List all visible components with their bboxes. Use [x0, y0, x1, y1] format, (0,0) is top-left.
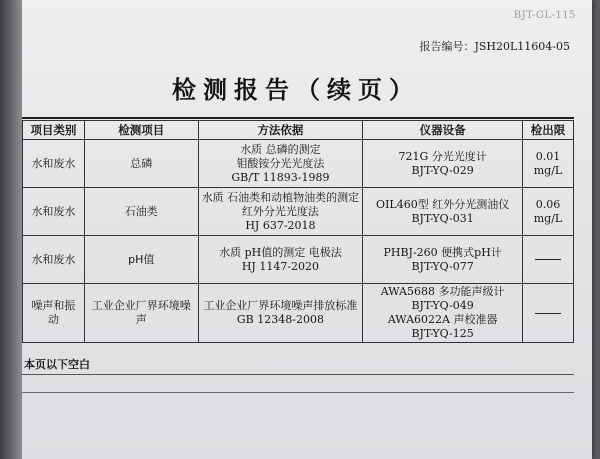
cell-method [198, 284, 363, 343]
table-row [23, 236, 574, 284]
cell-limit [523, 236, 574, 284]
cell-category: 水和废水 [23, 188, 85, 236]
cell-method [198, 188, 363, 236]
report-number-value: JSH20L11604-05 [474, 40, 570, 53]
report-number [419, 38, 570, 54]
cell-item: 总磷 [84, 140, 198, 188]
cell-equipment [363, 140, 523, 188]
equipment-line: BJT-YQ-125 [411, 327, 474, 340]
header-category: 项目类别 [23, 121, 85, 140]
blank-below-note: 本页以下空白 [24, 358, 90, 371]
method-line: 红外分光光度法 [241, 204, 319, 218]
limit-value: 0.06 [535, 197, 561, 211]
limit-unit: mg/L [533, 211, 563, 225]
report-number-label: 报告编号： [419, 40, 475, 53]
equipment-line: AWA6022A 声校准器 [387, 313, 498, 326]
method-line: HJ 1147-2020 [241, 259, 320, 273]
cell-limit [523, 188, 574, 236]
no-limit-dash [535, 313, 561, 314]
cell-method [198, 140, 363, 188]
cell-equipment [363, 284, 523, 343]
cell-category: 噪声和振动 [23, 284, 85, 343]
cell-item: 石油类 [84, 188, 198, 236]
table-row [23, 284, 574, 343]
binder-edge [0, 0, 22, 459]
method-line: 工业企业厂界环境噪声排放标准 [203, 299, 358, 312]
limit-unit: mg/L [533, 163, 563, 177]
method-line: GB/T 11893-1989 [231, 170, 330, 184]
equipment-line: PHBJ-260 便携式pH计 [383, 245, 502, 259]
cell-category: 水和废水 [23, 140, 85, 188]
cell-equipment [363, 188, 523, 236]
equipment-line: OIL460型 红外分光测油仪 [376, 197, 510, 211]
page-title: 检测报告（续页） [172, 76, 420, 104]
header-equipment: 仪器设备 [363, 121, 523, 140]
method-line: 水质 pH值的测定 电极法 [219, 245, 342, 259]
divider-line [22, 392, 574, 393]
header-item: 检测项目 [84, 121, 198, 140]
equipment-line: BJT-YQ-077 [411, 259, 474, 273]
limit-value: 0.01 [535, 149, 561, 163]
method-line: HJ 637-2018 [245, 218, 316, 232]
equipment-line: BJT-YQ-029 [411, 163, 474, 177]
equipment-line: 721G 分光光度计 [398, 149, 487, 163]
cell-limit [523, 140, 574, 188]
test-items-table [22, 120, 574, 343]
no-limit-dash [535, 259, 561, 260]
cell-limit [523, 284, 574, 343]
table-row [23, 188, 574, 236]
divider-line [22, 374, 574, 375]
header-limit: 检出限 [523, 121, 574, 140]
method-line: 钼酸铵分光光度法 [236, 156, 325, 170]
equipment-line: AWA5688 多功能声级计 [380, 285, 505, 298]
document-code: BJT-GL-115 [513, 10, 576, 21]
equipment-line: BJT-YQ-049 [411, 299, 474, 312]
cell-equipment [363, 236, 523, 284]
header-method: 方法依据 [198, 121, 363, 140]
method-line: GB 12348-2008 [236, 313, 324, 326]
cell-item: 工业企业厂界环境噪声 [84, 284, 198, 343]
method-line: 水质 总磷的测定 [240, 142, 321, 156]
equipment-line: BJT-YQ-031 [411, 211, 474, 225]
table-header-row [23, 121, 574, 140]
table-row [23, 140, 574, 188]
table-top-rule [22, 117, 574, 119]
method-line: 水质 石油类和动植物油类的测定 [201, 190, 360, 204]
report-page [22, 0, 592, 459]
cell-method [198, 236, 363, 284]
cell-item: pH值 [84, 236, 198, 284]
cell-category: 水和废水 [23, 236, 85, 284]
